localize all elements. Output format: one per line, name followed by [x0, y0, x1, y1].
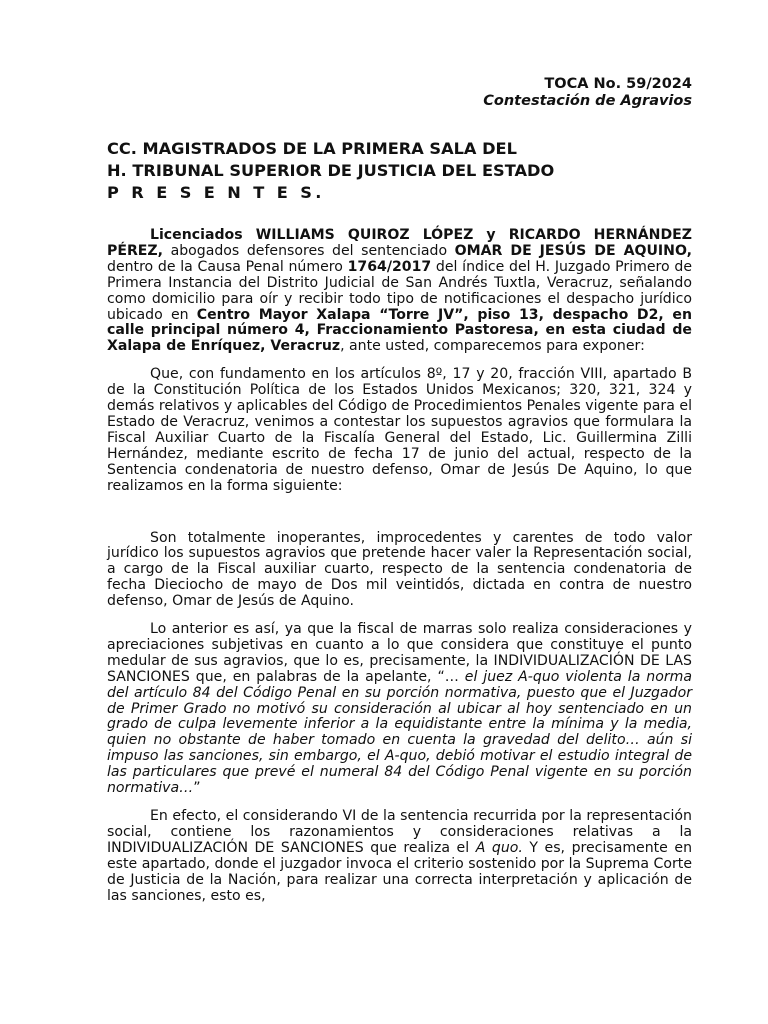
paragraph-legal-basis: Que, con fundamento en los artículos 8º, 17 y 20, fracción VIII, apartado B de la Constitución Política de los Estados Unidos Mexicanos; 320, 321, 324 y demás relativos y aplicables del Código de Procedimientos Penales vigente para el Estado de Veracruz, venimos a contestar los supuestos agravios que formulara la Fiscal Auxiliar Cuarto de la Fiscalía General del Estado, Lic. Guillermina Zilli Hernández, mediante escrito de fecha 17 de junio del actual, respecto de la Sentencia condenatoria de nuestro defenso, Omar de Jesús De Aquino, lo que realizamos en la forma siguiente: [107, 366, 692, 494]
intro-text-5: , ante usted, comparecemos para exponer: [340, 338, 645, 355]
intro-text-3: dentro de la Causa Penal número [107, 258, 348, 275]
attorney-names: WILLIAMS QUIROZ LÓPEZ y RICARDO HERNÁNDEZ PÉREZ, [107, 227, 692, 259]
addressee-block [107, 138, 692, 204]
paragraph-argument [107, 622, 692, 797]
addressee-line-2: H. TRIBUNAL SUPERIOR DE JUSTICIA DEL ESTADO [107, 161, 555, 180]
argument-quote: el juez A-quo violenta la norma del artículo 84 del Código Penal en su porción normativa, puesto que el Juzgador de Primer Grado no motivó su consideración al ubicar al hoy sentenciado en un grado de culpa levemente inferior a la equidistante entre la mínima y la media, quien no obstante de haber tomado en cuenta la gravedad del delito… aún si impuso las sanciones, sin embargo, el A-quo, debió motivar el estudio integral de las particulares que prevé el numeral 84 del Código Penal vigente en su porción normativa… [107, 668, 692, 797]
intro-text-4: del índice del H. Juzgado Primero de Primera Instancia del Distrito Judicial de San Andrés Tuxtla, Veracruz, señalando como domicilio para oír y recibir todo tipo de notificaciones el despacho jurídico ubicado en [107, 258, 692, 323]
document-subtitle: Contestación de Agravios [483, 93, 692, 109]
defendant-name: OMAR DE JESÚS DE AQUINO, [454, 242, 692, 259]
addressee-line-3: P R E S E N T E S. [107, 183, 325, 202]
argument-text-1: Lo anterior es así, ya que la fiscal de marras solo realiza consideraciones y apreciaciones subjetivas en cuanto a lo que considera que constituye el punto medular de sus agravios, que lo es, precisamente, la INDIVIDUALIZACIÓN DE LAS SANCIONES que, en palabras de la apelante, “… [107, 621, 692, 685]
considerando-text-2: Y es, precisamente en este apartado, donde el juzgador invoca el criterio sostenido por la Suprema Corte de Justicia de la Nación, para realizar una correcta interpretación y aplicación de las sanciones, esto es, [107, 839, 692, 904]
case-number: 1764/2017 [347, 258, 432, 275]
addressee-line-1: CC. MAGISTRADOS DE LA PRIMERA SALA DEL [107, 139, 517, 158]
paragraph-considerando [107, 809, 692, 904]
office-address: Centro Mayor Xalapa “Torre JV”, piso 13, despacho D2, en calle principal número 4, Fraccionamiento Pastoresa, en esta ciudad de Xalapa de Enríquez, Veracruz [107, 306, 692, 355]
considerando-text-1: En efecto, el considerando VI de la sentencia recurrida por la representación social, contiene los razonamientos y consideraciones relativas a la INDIVIDUALIZACIÓN DE SANCIONES que realiza el [107, 808, 692, 856]
intro-text-2: abogados defensores del sentenciado [163, 242, 455, 259]
argument-text-2: ” [193, 780, 201, 797]
paragraph-inoperant: Son totalmente inoperantes, improcedentes y carentes de todo valor jurídico los supuestos agravios que pretende hacer valer la Representación social, a cargo de la Fiscal auxiliar cuarto, respecto de la sentencia condenatoria de fecha Dieciocho de mayo de Dos mil veintidós, dictada en contra de nuestro defenso, Omar de Jesús de Aquino. [107, 529, 692, 610]
paragraph-intro [107, 228, 692, 355]
considerando-italic: A quo. [475, 839, 523, 856]
toca-number: TOCA No. 59/2024 [544, 76, 692, 92]
intro-text-1: Licenciados [150, 227, 256, 243]
case-header [107, 76, 692, 110]
